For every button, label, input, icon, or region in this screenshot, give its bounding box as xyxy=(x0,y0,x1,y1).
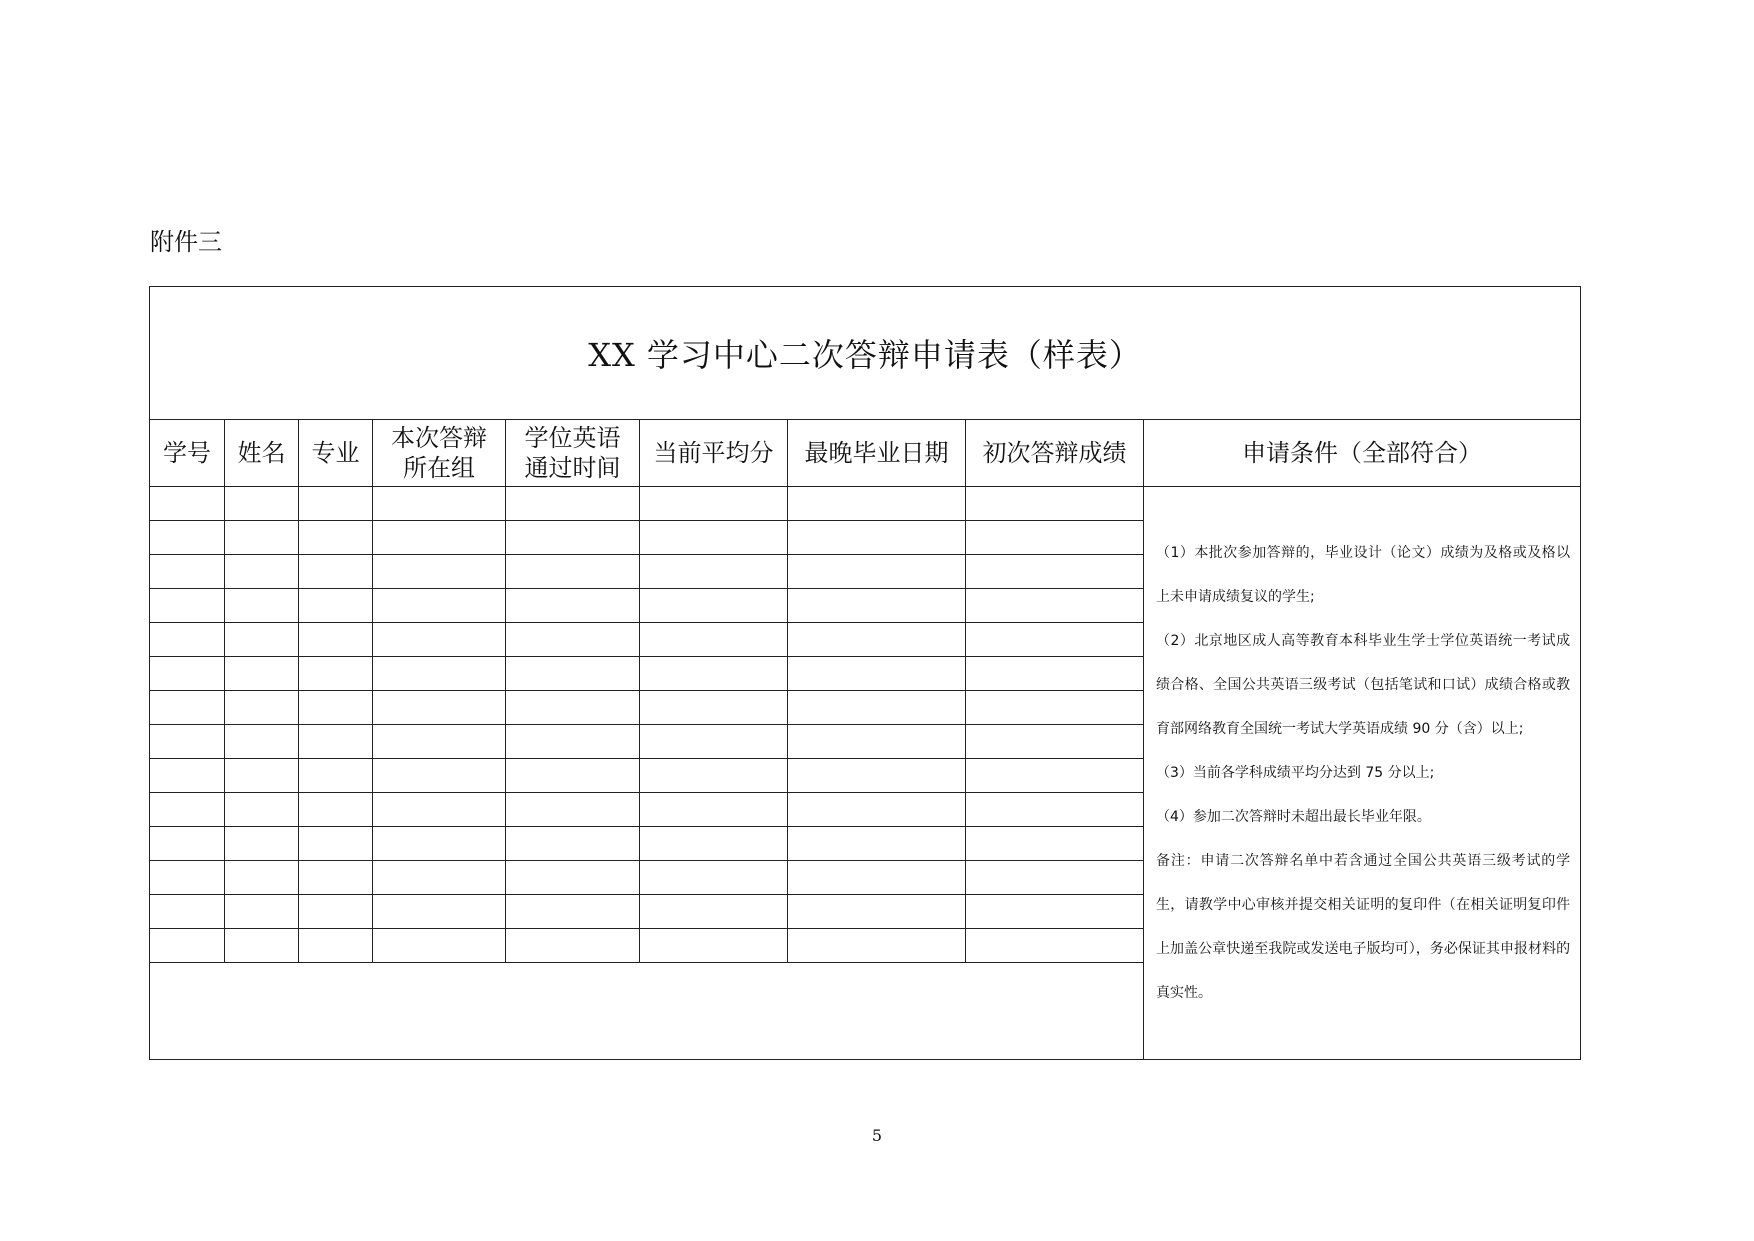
table-cell[interactable] xyxy=(299,759,373,793)
table-cell[interactable] xyxy=(299,487,373,521)
table-cell[interactable] xyxy=(966,521,1144,555)
table-cell[interactable] xyxy=(966,657,1144,691)
table-cell[interactable] xyxy=(299,589,373,623)
table-cell[interactable] xyxy=(299,827,373,861)
table-cell[interactable] xyxy=(506,657,640,691)
table-cell[interactable] xyxy=(225,793,299,827)
table-cell[interactable] xyxy=(225,759,299,793)
table-cell[interactable] xyxy=(373,929,506,963)
table-cell[interactable] xyxy=(966,623,1144,657)
table-cell[interactable] xyxy=(225,827,299,861)
col-header-defense-group: 本次答辩 所在组 xyxy=(373,420,506,487)
table-cell[interactable] xyxy=(788,691,966,725)
table-cell[interactable] xyxy=(788,657,966,691)
table-cell[interactable] xyxy=(966,759,1144,793)
table-cell[interactable] xyxy=(225,929,299,963)
table-cell[interactable] xyxy=(788,759,966,793)
col-header-current-average: 当前平均分 xyxy=(640,420,788,487)
table-cell[interactable] xyxy=(225,725,299,759)
table-cell[interactable] xyxy=(788,895,966,929)
table-cell[interactable] xyxy=(150,861,225,895)
table-cell[interactable] xyxy=(373,487,506,521)
table-cell[interactable] xyxy=(373,589,506,623)
table-cell[interactable] xyxy=(373,657,506,691)
table-cell[interactable] xyxy=(225,521,299,555)
table-cell[interactable] xyxy=(640,793,788,827)
table-cell[interactable] xyxy=(299,895,373,929)
table-cell[interactable] xyxy=(966,725,1144,759)
table-row xyxy=(150,487,1581,521)
table-cell[interactable] xyxy=(299,691,373,725)
table-cell[interactable] xyxy=(225,623,299,657)
table-cell[interactable] xyxy=(150,623,225,657)
table-cell[interactable] xyxy=(225,589,299,623)
table-cell[interactable] xyxy=(788,827,966,861)
table-cell[interactable] xyxy=(966,895,1144,929)
table-cell[interactable] xyxy=(225,487,299,521)
table-cell[interactable] xyxy=(506,759,640,793)
table-cell[interactable] xyxy=(150,521,225,555)
condition-item: 备注：申请二次答辩名单中若含通过全国公共英语三级考试的学生，请教学中心审核并提交相关证明的复印件（在相关证明复印件上加盖公章快递至我院或发送电子版均可），务必保证其申报材料的真实性。 xyxy=(1156,853,1571,1001)
table-cell[interactable] xyxy=(506,827,640,861)
col-header-student-id: 学号 xyxy=(150,420,225,487)
table-cell[interactable] xyxy=(299,555,373,589)
table-cell[interactable] xyxy=(966,487,1144,521)
table-cell[interactable] xyxy=(788,623,966,657)
table-cell[interactable] xyxy=(640,759,788,793)
table-cell[interactable] xyxy=(506,521,640,555)
table-cell[interactable] xyxy=(788,725,966,759)
col-header-conditions: 申请条件（全部符合） xyxy=(1144,420,1581,487)
table-cell[interactable] xyxy=(150,691,225,725)
table-cell[interactable] xyxy=(506,623,640,657)
table-cell[interactable] xyxy=(966,929,1144,963)
table-cell[interactable] xyxy=(150,929,225,963)
table-cell[interactable] xyxy=(788,487,966,521)
table-cell[interactable] xyxy=(966,861,1144,895)
remarks-blank-cell[interactable] xyxy=(150,963,1144,1060)
col-header-english-pass-time: 学位英语 通过时间 xyxy=(506,420,640,487)
table-cell[interactable] xyxy=(373,827,506,861)
table-cell[interactable] xyxy=(299,861,373,895)
table-cell[interactable] xyxy=(150,827,225,861)
table-cell[interactable] xyxy=(640,589,788,623)
table-cell[interactable] xyxy=(788,521,966,555)
table-cell[interactable] xyxy=(640,895,788,929)
table-cell[interactable] xyxy=(506,861,640,895)
table-cell[interactable] xyxy=(640,623,788,657)
table-cell[interactable] xyxy=(150,725,225,759)
table-cell[interactable] xyxy=(788,793,966,827)
table-cell[interactable] xyxy=(373,759,506,793)
table-cell[interactable] xyxy=(966,793,1144,827)
table-cell[interactable] xyxy=(640,487,788,521)
table-cell[interactable] xyxy=(640,861,788,895)
table-cell[interactable] xyxy=(640,555,788,589)
table-cell[interactable] xyxy=(225,895,299,929)
table-cell[interactable] xyxy=(640,691,788,725)
table-cell[interactable] xyxy=(966,827,1144,861)
form-title: XX 学习中心二次答辩申请表（样表） xyxy=(150,287,1581,420)
table-cell[interactable] xyxy=(506,929,640,963)
table-cell[interactable] xyxy=(150,589,225,623)
table-cell[interactable] xyxy=(299,725,373,759)
table-cell[interactable] xyxy=(640,521,788,555)
table-cell[interactable] xyxy=(373,623,506,657)
condition-item: （3）当前各学科成绩平均分达到 75 分以上; xyxy=(1156,765,1435,781)
table-cell[interactable] xyxy=(788,861,966,895)
table-cell[interactable] xyxy=(299,929,373,963)
table-cell[interactable] xyxy=(373,725,506,759)
table-cell[interactable] xyxy=(373,895,506,929)
page-number: 5 xyxy=(871,1126,883,1145)
table-cell[interactable] xyxy=(506,555,640,589)
table-cell[interactable] xyxy=(150,555,225,589)
table-cell[interactable] xyxy=(640,929,788,963)
table-cell[interactable] xyxy=(506,725,640,759)
table-cell[interactable] xyxy=(506,589,640,623)
table-cell[interactable] xyxy=(225,555,299,589)
table-cell[interactable] xyxy=(150,657,225,691)
table-cell[interactable] xyxy=(150,759,225,793)
table-cell[interactable] xyxy=(640,725,788,759)
table-cell[interactable] xyxy=(506,895,640,929)
table-cell[interactable] xyxy=(506,487,640,521)
table-cell[interactable] xyxy=(225,657,299,691)
table-cell[interactable] xyxy=(299,521,373,555)
table-cell[interactable] xyxy=(373,793,506,827)
table-cell[interactable] xyxy=(788,929,966,963)
table-cell[interactable] xyxy=(373,555,506,589)
form-body xyxy=(150,487,1581,1060)
table-cell[interactable] xyxy=(373,521,506,555)
table-cell[interactable] xyxy=(640,827,788,861)
table-cell[interactable] xyxy=(373,861,506,895)
col-header-first-defense-score: 初次答辩成绩 xyxy=(966,420,1144,487)
attachment-label: 附件三 xyxy=(150,228,222,256)
condition-item: （4）参加二次答辩时未超出最长毕业年限。 xyxy=(1156,809,1431,825)
table-cell[interactable] xyxy=(373,691,506,725)
table-cell[interactable] xyxy=(150,487,225,521)
table-cell[interactable] xyxy=(299,657,373,691)
table-cell[interactable] xyxy=(150,793,225,827)
table-cell[interactable] xyxy=(299,623,373,657)
table-cell[interactable] xyxy=(506,793,640,827)
table-cell[interactable] xyxy=(506,691,640,725)
table-cell[interactable] xyxy=(788,555,966,589)
table-cell[interactable] xyxy=(299,793,373,827)
col-header-name: 姓名 xyxy=(225,420,299,487)
col-header-major: 专业 xyxy=(299,420,373,487)
table-cell[interactable] xyxy=(966,589,1144,623)
table-cell[interactable] xyxy=(150,895,225,929)
table-cell[interactable] xyxy=(788,589,966,623)
header-row xyxy=(150,420,1581,487)
application-form-table xyxy=(149,286,1581,1060)
table-cell[interactable] xyxy=(966,555,1144,589)
col-header-latest-graduation-date: 最晚毕业日期 xyxy=(788,420,966,487)
condition-item: （1）本批次参加答辩的，毕业设计（论文）成绩为及格或及格以上未申请成绩复议的学生; xyxy=(1156,545,1571,605)
condition-item: （2）北京地区成人高等教育本科毕业生学士学位英语统一考试成绩合格、全国公共英语三级考试（包括笔试和口试）成绩合格或教育部网络教育全国统一考试大学英语成绩 90 分（含）以上; xyxy=(1156,633,1571,737)
table-cell[interactable] xyxy=(225,861,299,895)
table-cell[interactable] xyxy=(225,691,299,725)
table-cell[interactable] xyxy=(640,657,788,691)
table-cell[interactable] xyxy=(966,691,1144,725)
conditions-cell xyxy=(1144,487,1581,1060)
